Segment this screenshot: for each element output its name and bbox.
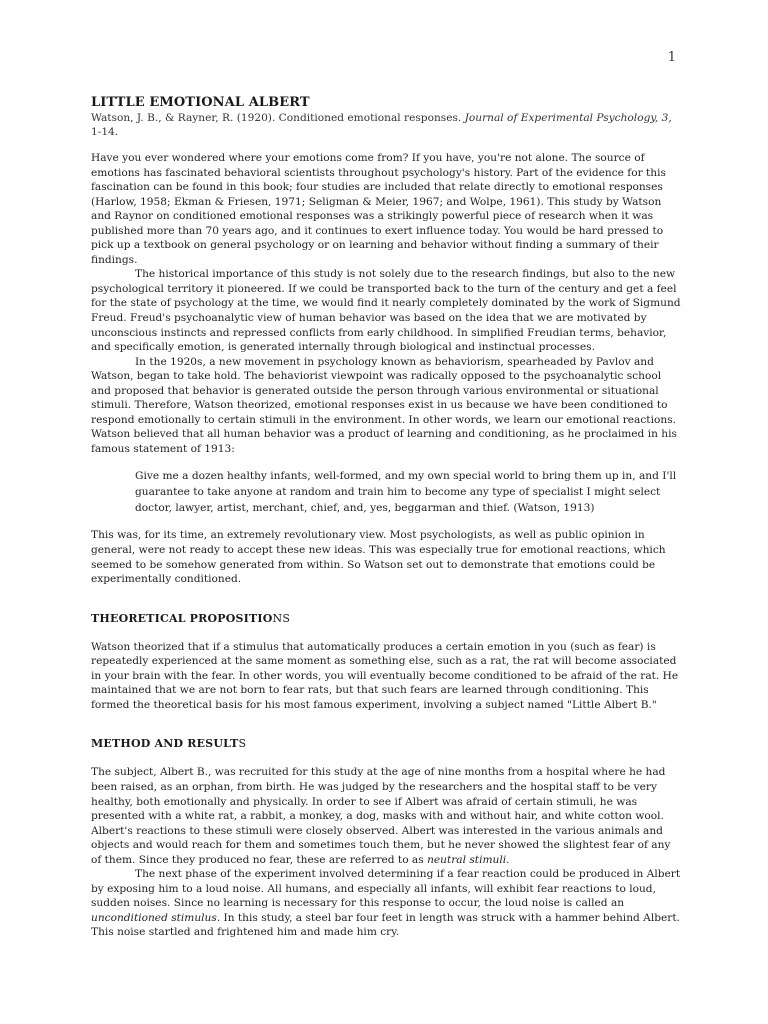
citation-pages: 1-14.	[91, 126, 119, 138]
document-title: LITTLE EMOTIONAL ALBERT	[91, 95, 310, 110]
page-number: 1	[667, 50, 676, 65]
section-heading-method-end: S	[238, 737, 247, 751]
intro-paragraph-4: This was, for its time, an extremely revolutionary view. Most psychologists, as well as public opinion in general, were not ready to accept these new ideas. This was especially true for emotional reactions, which seemed to be somehow generated from within. So Watson set out to demonstrate that emotions could be experimentally conditioned.	[91, 529, 666, 586]
section-heading-method-bold: METHOD AND RESULT	[91, 737, 239, 751]
citation-authors: Watson, J. B., & Rayner, R. (1920). Conditioned emotional responses.	[91, 112, 465, 124]
method-p1-text: The subject, Albert B., was recruited for this study at the age of nine months from a hospital where he had been raised, as an orphan, from birth. He was judged by the researchers and the hospital staff to be very healthy, both emotionally and physically. In order to see if Albert was afraid of certain stimuli, he was presented with a white rat, a rabbit, a monkey, a dog, masks with and without hair, and white cotton wool. Albert's reactions to these stimuli were closely observed. Albert was interested in the various animals and objects and would reach for them and sometimes touch them, but he never showed the slightest fear of any of them. Since they produced no fear, these are referred to as	[91, 766, 671, 866]
section-heading-theoretical	[91, 611, 681, 626]
intro-paragraph-2: The historical importance of this study is not solely due to the research findings, but also to the new psychological territory it pioneered. If we could be transported back to the turn of the century and get a feel for the state of psychology at the time, we would find it nearly completely dominated by the work of Sigmund Freud. Freud's psychoanalytic view of human behavior was based on the idea that we are motivated by unconscious instincts and repressed conflicts from early childhood. In simplified Freudian terms, behavior, and specifically emotion, is generated internally through biological and instinctual processes.	[91, 268, 681, 354]
section-heading-theoretical-bold: THEORETICAL PROPOSITIO	[91, 611, 273, 625]
method-p1-end: .	[506, 853, 510, 866]
section-heading-method	[91, 736, 681, 751]
watson-quote: Give me a dozen healthy infants, well-formed, and my own special world to bring them up in, and I'll guarantee to take anyone at random and train him to become any type of specialist I might select doctor, lawyer, artist, merchant, chief, and, yes, beggarman and thief. (Watson, 1913)	[135, 470, 677, 515]
intro-paragraph-3: In the 1920s, a new movement in psychology known as behaviorism, spearheaded by Pavlov and Watson, began to take hold. The behaviorist viewpoint was radically opposed to the psychoanalytic school and proposed that behavior is generated outside the person through various environmental or situational stimuli. Therefore, Watson theorized, emotional responses exist in us because we have been conditioned to respond emotionally to certain stimuli in the environment. In other words, we learn our emotional reactions. Watson believed that all human behavior was a product of learning and conditioning, as he proclaimed in his famous statement of 1913:	[91, 355, 677, 455]
method-paragraph-1	[91, 765, 681, 867]
method-paragraph-2	[91, 867, 681, 940]
section-heading-theoretical-end: NS	[272, 611, 291, 625]
method-p2-end: . In this study, a steel bar four feet in length was struck with a hammer behind Albert. This noise startled and frightened him and made him cry.	[91, 911, 680, 939]
citation	[91, 111, 681, 139]
document-content	[91, 94, 681, 940]
citation-journal: Journal of Experimental Psychology, 3,	[464, 112, 672, 124]
theoretical-paragraph: Watson theorized that if a stimulus that automatically produces a certain emotion in you (such as fear) is repeatedly experienced at the same moment as something else, such as a rat, the rat will become associated in your brain with the fear. In other words, you will eventually become conditioned to be afraid of the rat. He maintained that we are not born to fear rats, but that such fears are learned through conditioning. This formed the theoretical basis for his most famous experiment, involving a subject named "Little Albert B."	[91, 640, 679, 711]
term-neutral-stimuli: neutral stimuli	[427, 853, 507, 866]
intro-paragraph-1: Have you ever wondered where your emotions come from? If you have, you're not alone. The source of emotions has fascinated behavioral scientists throughout psychology's history. Part of the evidence for this fascination can be found in this book; four studies are included that relate directly to emotional responses (Harlow, 1958; Ekman & Friesen, 1971; Seligman & Meier, 1967; and Wolpe, 1961). This study by Watson and Raynor on conditioned emotional responses was a strikingly powerful piece of research when it was published more than 70 years ago, and it continues to exert influence today. You would be hard pressed to pick up a textbook on general psychology or on learning and behavior without finding a summary of their findings.	[91, 152, 666, 266]
method-p2-text: The next phase of the experiment involved determining if a fear reaction could be produced in Albert by exposing him to a loud noise. All humans, and especially all infants, will exhibit fear reactions to loud, sudden noises. Since no learning is necessary for this response to occur, the loud noise is called an	[91, 868, 681, 910]
term-unconditioned-stimulus: unconditioned stimulus	[91, 911, 217, 924]
